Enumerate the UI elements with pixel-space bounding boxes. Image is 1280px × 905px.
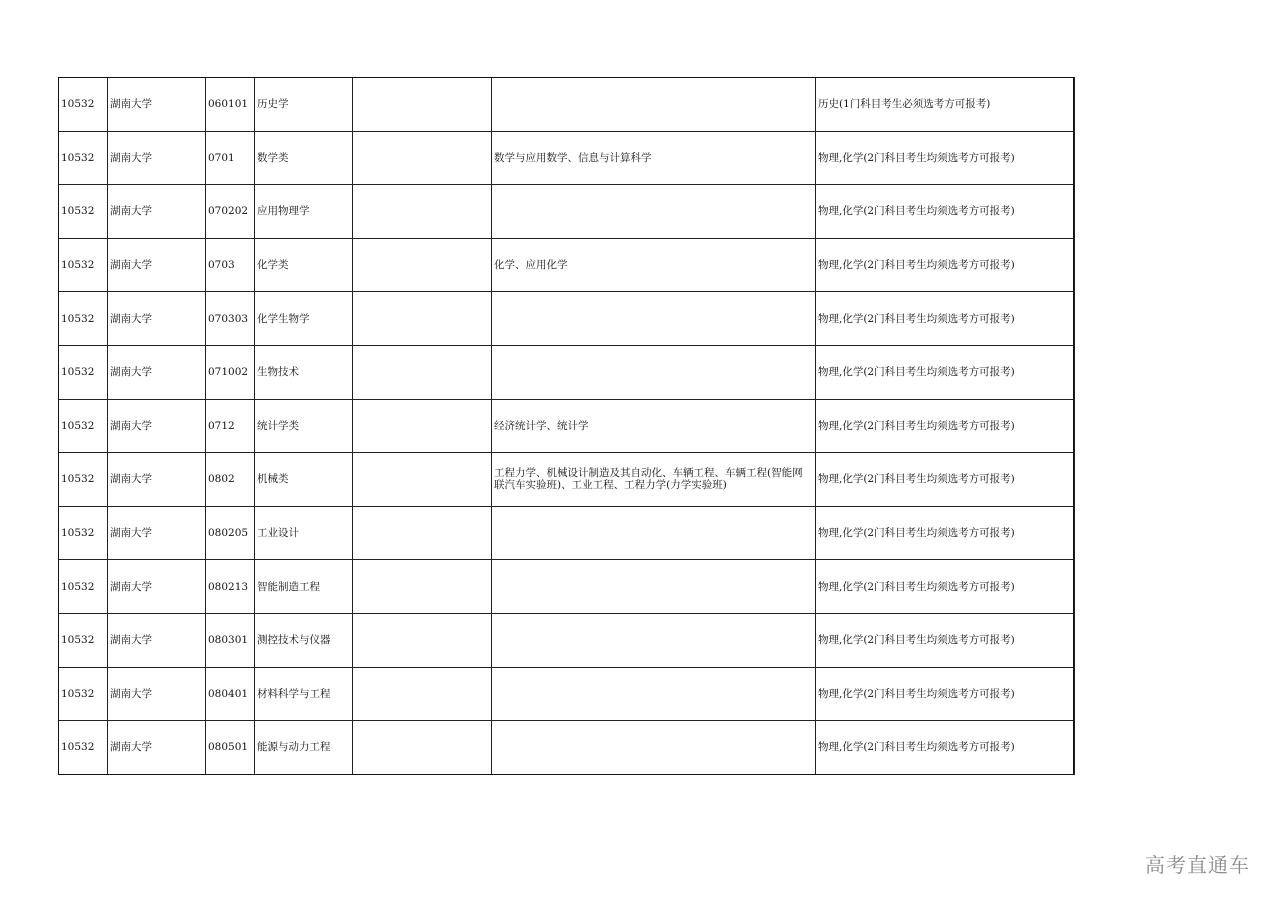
cell-school-name: 湖南大学 [108, 78, 206, 132]
cell-school-code: 10532 [59, 721, 108, 775]
cell-major-name: 数学类 [255, 131, 353, 185]
cell-school-name: 湖南大学 [108, 560, 206, 614]
table-row [59, 721, 1075, 775]
table-row [59, 78, 1075, 132]
cell-school-code: 10532 [59, 453, 108, 507]
cell-subject-requirement: 物理,化学(2门科目考生均须选考方可报考) [816, 506, 1075, 560]
cell-major-name: 统计学类 [255, 399, 353, 453]
cell-school-code: 10532 [59, 613, 108, 667]
cell-school-name: 湖南大学 [108, 399, 206, 453]
cell-school-code: 10532 [59, 185, 108, 239]
cell-included-majors: 化学、应用化学 [492, 238, 816, 292]
cell-school-code: 10532 [59, 292, 108, 346]
cell-major-code: 0703 [206, 238, 255, 292]
cell-major-name: 智能制造工程 [255, 560, 353, 614]
cell-included-majors [492, 721, 816, 775]
cell-note [353, 667, 492, 721]
cell-major-name: 生物技术 [255, 345, 353, 399]
cell-note [353, 721, 492, 775]
cell-major-name: 化学类 [255, 238, 353, 292]
cell-subject-requirement: 物理,化学(2门科目考生均须选考方可报考) [816, 453, 1075, 507]
table-row [59, 453, 1075, 507]
cell-school-name: 湖南大学 [108, 292, 206, 346]
cell-included-majors: 工程力学、机械设计制造及其自动化、车辆工程、车辆工程(智能网联汽车实验班)、工业工程、工程力学(力学实验班) [492, 453, 816, 507]
cell-school-code: 10532 [59, 560, 108, 614]
cell-note [353, 613, 492, 667]
cell-subject-requirement: 物理,化学(2门科目考生均须选考方可报考) [816, 613, 1075, 667]
cell-school-code: 10532 [59, 506, 108, 560]
cell-note [353, 131, 492, 185]
cell-major-code: 080301 [206, 613, 255, 667]
cell-note [353, 238, 492, 292]
table-body [59, 78, 1075, 775]
cell-note [353, 506, 492, 560]
cell-major-code: 080501 [206, 721, 255, 775]
cell-major-code: 070303 [206, 292, 255, 346]
cell-major-code: 080401 [206, 667, 255, 721]
cell-subject-requirement: 物理,化学(2门科目考生均须选考方可报考) [816, 185, 1075, 239]
cell-major-name: 化学生物学 [255, 292, 353, 346]
table-row [59, 185, 1075, 239]
cell-school-name: 湖南大学 [108, 721, 206, 775]
cell-major-code: 060101 [206, 78, 255, 132]
cell-major-code: 0712 [206, 399, 255, 453]
cell-included-majors [492, 345, 816, 399]
cell-major-code: 0701 [206, 131, 255, 185]
cell-major-code: 071002 [206, 345, 255, 399]
cell-school-code: 10532 [59, 238, 108, 292]
cell-included-majors [492, 78, 816, 132]
cell-subject-requirement: 物理,化学(2门科目考生均须选考方可报考) [816, 238, 1075, 292]
cell-major-code: 080205 [206, 506, 255, 560]
cell-note [353, 78, 492, 132]
requirements-table [58, 77, 1075, 775]
cell-subject-requirement: 物理,化学(2门科目考生均须选考方可报考) [816, 292, 1075, 346]
cell-included-majors [492, 506, 816, 560]
cell-subject-requirement: 物理,化学(2门科目考生均须选考方可报考) [816, 399, 1075, 453]
cell-school-name: 湖南大学 [108, 453, 206, 507]
cell-included-majors [492, 560, 816, 614]
cell-major-code: 0802 [206, 453, 255, 507]
cell-note [353, 345, 492, 399]
cell-school-name: 湖南大学 [108, 345, 206, 399]
table-row [59, 131, 1075, 185]
cell-school-code: 10532 [59, 667, 108, 721]
cell-subject-requirement: 物理,化学(2门科目考生均须选考方可报考) [816, 560, 1075, 614]
cell-note [353, 453, 492, 507]
cell-school-name: 湖南大学 [108, 613, 206, 667]
table-row [59, 506, 1075, 560]
cell-school-code: 10532 [59, 131, 108, 185]
cell-major-code: 070202 [206, 185, 255, 239]
cell-school-code: 10532 [59, 78, 108, 132]
cell-note [353, 399, 492, 453]
requirements-table-container [58, 77, 1074, 775]
watermark-text: 高考直通车 [1145, 853, 1250, 877]
cell-subject-requirement: 物理,化学(2门科目考生均须选考方可报考) [816, 667, 1075, 721]
cell-major-name: 历史学 [255, 78, 353, 132]
cell-subject-requirement: 物理,化学(2门科目考生均须选考方可报考) [816, 131, 1075, 185]
table-row [59, 399, 1075, 453]
cell-major-code: 080213 [206, 560, 255, 614]
cell-school-name: 湖南大学 [108, 238, 206, 292]
table-row [59, 560, 1075, 614]
cell-included-majors [492, 292, 816, 346]
table-row [59, 292, 1075, 346]
cell-school-code: 10532 [59, 399, 108, 453]
cell-note [353, 292, 492, 346]
cell-included-majors [492, 667, 816, 721]
table-row [59, 345, 1075, 399]
cell-school-name: 湖南大学 [108, 185, 206, 239]
cell-note [353, 560, 492, 614]
cell-included-majors: 经济统计学、统计学 [492, 399, 816, 453]
table-row [59, 613, 1075, 667]
table-row [59, 667, 1075, 721]
cell-major-name: 材料科学与工程 [255, 667, 353, 721]
cell-included-majors [492, 613, 816, 667]
cell-major-name: 应用物理学 [255, 185, 353, 239]
table-row [59, 238, 1075, 292]
cell-major-name: 能源与动力工程 [255, 721, 353, 775]
cell-school-name: 湖南大学 [108, 506, 206, 560]
cell-major-name: 测控技术与仪器 [255, 613, 353, 667]
cell-included-majors [492, 185, 816, 239]
cell-school-name: 湖南大学 [108, 667, 206, 721]
cell-subject-requirement: 物理,化学(2门科目考生均须选考方可报考) [816, 345, 1075, 399]
cell-note [353, 185, 492, 239]
cell-school-code: 10532 [59, 345, 108, 399]
cell-included-majors: 数学与应用数学、信息与计算科学 [492, 131, 816, 185]
cell-subject-requirement: 历史(1门科目考生必须选考方可报考) [816, 78, 1075, 132]
cell-major-name: 机械类 [255, 453, 353, 507]
cell-school-name: 湖南大学 [108, 131, 206, 185]
cell-major-name: 工业设计 [255, 506, 353, 560]
cell-subject-requirement: 物理,化学(2门科目考生均须选考方可报考) [816, 721, 1075, 775]
